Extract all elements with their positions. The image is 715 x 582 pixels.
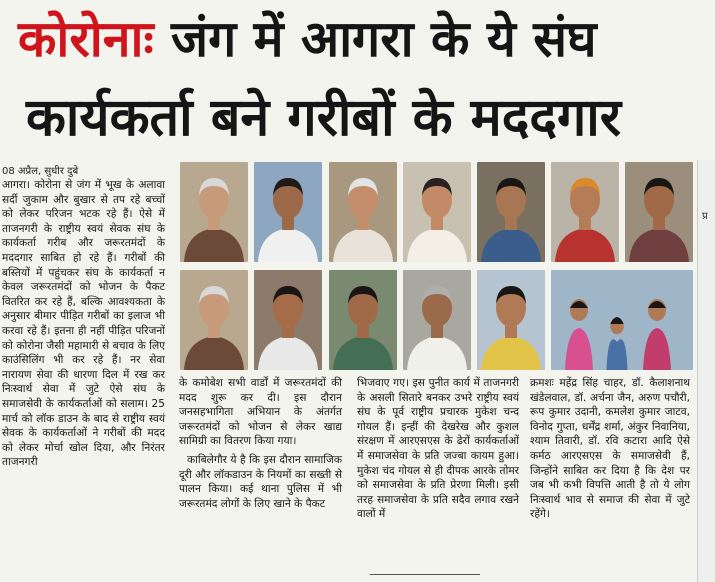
photo-man-yellow-shirt — [477, 270, 545, 370]
photo-man-glasses-white-hair — [329, 162, 397, 262]
adjacent-article-edge — [697, 160, 715, 582]
column-2-para-2: काबिलेगौर ये है कि इस दौरान सामाजिक दूरी और लॉकडाउन के नियमों का सख्ती से पालन किया। कई थाना पुलिस में भी जरूरतमंद लोगों के लिए खाने के पैकट — [179, 453, 342, 510]
photo-man-tilak — [403, 162, 471, 262]
photo-collage — [176, 162, 692, 372]
photo-man-green-shirt — [329, 270, 397, 370]
photo-elderly-man-glasses — [180, 162, 248, 262]
headline-red-part: कोरोनाः — [18, 10, 154, 68]
lead-text: आगरा। कोरोना से जंग में भूख के अलावा सर्दी जुकाम और बुखार से तप रहे बच्चों को लेकर परिजन भटक रहे हैं। ऐसे में ताजनगरी के राष्ट्रीय स्वयं सेवक संघ के कार्यकर्ता गरीब और जरूरतमंदों के मददगार साबित हो रहे हैं। गरीबों की बस्तियों में पहुंचकर संघ के कार्यकर्ता न केवल जरूरतमंदों को भोजन के पैकट वितरित कर रहे हैं, बल्कि आवश्यकता के अनुसार बीमार पीड़ित गरीबों का इलाज भी करवा रहे हैं। इतना ही नहीं पीड़ित परिजनों को कोरोना जैसी महामारी से बचाव के लिए काउंसिलिंग भी कर रहे हैं। नर सेवा नारायण सेवा की धारणा दिल में रख कर निःस्वार्थ सेवा में जुटे ऐसे संघ के समाजसेवी के कार्यकर्ताओं को सलाम। 25 मार्च को लॉक डाउन के बाद से राष्ट्रीय स्वयं सेवक के कार्यकर्ताओं ने गरीबों की मदद को लेकर मोर्चा खोल दिया, और निरंतर ताजनगरी — [2, 179, 165, 469]
headline-line-2: कार्यकर्ता बने गरीबों के मददगार — [26, 88, 622, 148]
next-article-rule — [370, 574, 480, 578]
headline-black-part: जंग में आगरा के ये संघ — [170, 10, 597, 68]
photo-man-saffron-cap — [551, 162, 619, 262]
column-4-text: क्रमशः महेंद्र सिंह चाहर, डॉ. कैलाशनाथ खंडेलवाल, डॉ. अर्चना जैन, अरुण पचौरी, रूप कुमार उदानी, कमलेश कुमार जाटव, विनोद गुप्ता, धर्मेंद्र शर्मा, अंकुर निवानिया, श्याम तिवारी, डॉ. रवि कटारा आदि ऐसे कर्मठ आरएसएस के समाजसेवी हैं, जिन्होंने साबित कर दिया है कि देश पर जब भी कभी विपत्ति आती है तो ये लोग निःस्वार्थ भाव से समाज की सेवा में जुटे रहेंगे। — [530, 377, 690, 521]
photo-man-sunglasses — [477, 162, 545, 262]
lead-paragraph — [2, 178, 165, 470]
photo-man-mustache-white-shirt — [254, 162, 322, 262]
photo-man-dark-shirt — [625, 162, 693, 262]
photo-young-man-beard — [254, 270, 322, 370]
byline: 08 अप्रैल, सुधीर दुबे — [2, 166, 79, 177]
column-2-para-1: के कमोबेश सभी वार्डों में जरूरतमंदों की मदद शुरू कर दी। इस दौरान जनसहभागिता अभियान के अंतर्गत जरूरतमंदों को भोजन से लेकर खाद्य सामिग्री का वितरण किया गया। — [179, 377, 342, 448]
photo-family-group — [551, 270, 693, 370]
column-4 — [530, 376, 690, 522]
column-2 — [179, 376, 342, 511]
column-3-text: भिजवाए गए। इस पुनीत कार्य में ताजनगरी के असली सितारे बनकर उभरे राष्ट्रीय स्वयं संघ के पूर्व राष्ट्रीय प्रचारक मुकेश चन्द गोयल हैं। इन्हीं की देखरेख और कुशल संरक्षण में आरएसएस के ढेरों कार्यकर्ताओं में समाजसेवा के प्रति जज्बा कायम हुआ। मुकेश चंद गोयल से ही दीपक आरके तोमर को समाजसेवा के प्रति प्रेरणा मिली। इसी तरह समाजसेवा के प्रति सदैव लगाव रखने वालों में — [357, 377, 519, 521]
photo-man-grey-beard — [403, 270, 471, 370]
headline — [0, 0, 715, 158]
photo-elderly-man-glasses-2 — [180, 270, 248, 370]
column-3 — [357, 376, 519, 522]
adjacent-article-fragment: प्र — [702, 211, 708, 222]
headline-line-1 — [18, 4, 597, 74]
